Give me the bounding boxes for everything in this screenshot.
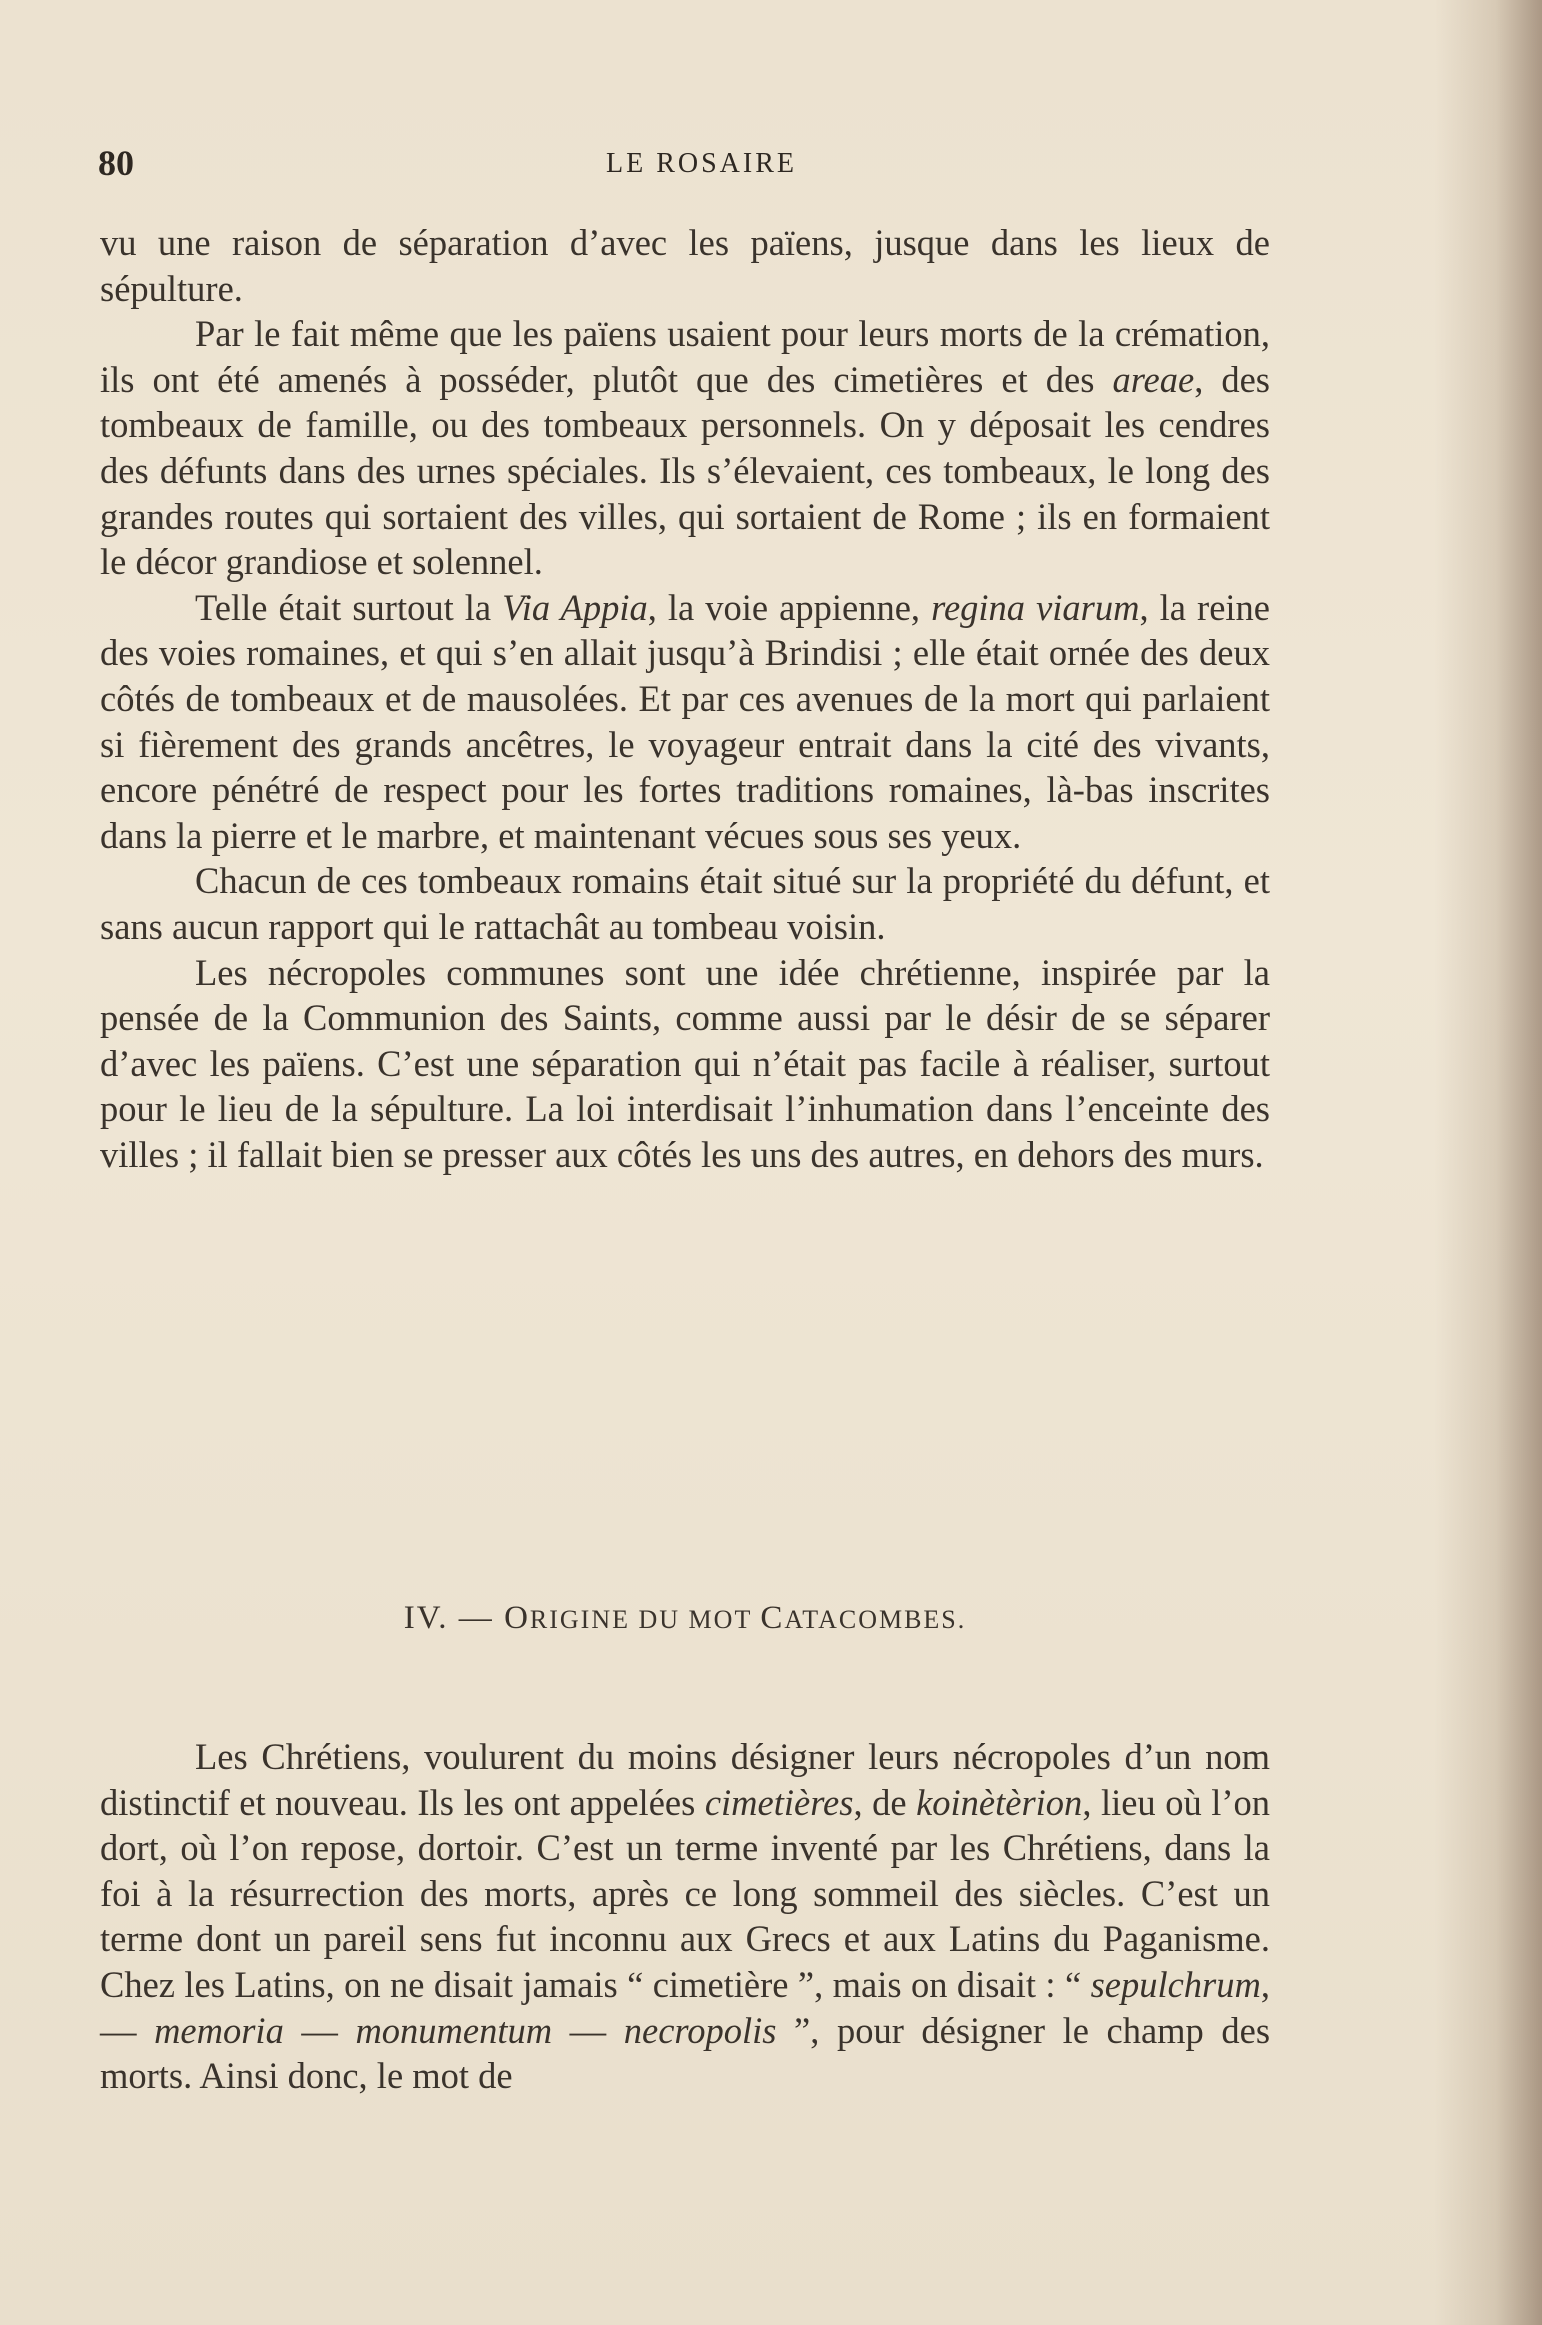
page-number: 80 — [98, 143, 134, 183]
paragraph-cremation: Par le fait même que les païens usaient pour leurs morts de la crémation, ils ont été amenés à posséder, plutôt que des cimetières et des areae, des tombeaux de famille, ou des tombeaux personnels. On y déposait les cendres des défunts dans des urnes spéciales. Ils s’élevaient, ces tombeaux, le long des grandes routes qui sortaient des villes, qui sortaient de Rome ; ils en formaient le décor grandiose et solennel. — [100, 313, 1271, 583]
paragraph-continuation: vu une raison de séparation d’avec les païens, jusque dans les lieux de sépulture. — [100, 222, 1270, 309]
running-title: LE ROSAIRE — [606, 148, 797, 179]
page-header — [98, 142, 1388, 192]
italic-term: Via Appia — [502, 586, 648, 628]
section-heading: IV. — ORIGINE DU MOT CATACOMBES. — [403, 1600, 967, 1636]
italic-term: koinètèrion — [916, 1781, 1083, 1823]
paragraph-necropoles: Les nécropoles communes sont une idée chrétienne, inspirée par la pensée de la Communion des Saints, comme aussi par le désir de se séparer d’avec les païens. C’est une séparation qui n’était pas facile à réaliser, surtout pour le lieu de la sépulture. La loi interdisait l’inhumation dans l’enceinte des villes ; il fallait bien se presser aux côtés les uns des autres, en dehors des murs. — [100, 951, 1270, 1175]
italic-term: necropolis — [623, 2009, 777, 2051]
italic-term: memoria — [154, 2009, 284, 2051]
body-text — [100, 220, 1270, 1177]
paragraph-cimetieres: Les Chrétiens, voulurent du moins désigner leurs nécropoles d’un nom distinctif et nouveau. Ils les ont appelées cimetières, de koinètèrion, lieu où l’on dort, où l’on repose, dortoir. C’est un terme inventé par les Chrétiens, dans la foi à la résurrection des morts, après ce long sommeil des siècles. C’est un terme dont un pareil sens fut inconnu aux Grecs et aux Latins du Paganisme. Chez les Latins, on ne disait jamais “ cimetière ”, mais on disait : “ sepulchrum, — memoria — monumentum — necropolis ”, pour désigner le champ des morts. Ainsi donc, le mot de — [100, 1736, 1271, 2097]
body-text-section-iv — [100, 1734, 1270, 2099]
italic-term: areae — [1112, 358, 1195, 400]
italic-term: regina viarum — [931, 586, 1140, 628]
paragraph-roman-tombs: Chacun de ces tombeaux romains était situé sur la propriété du défunt, et sans aucun rapport qui le rattachât au tombeau voisin. — [100, 860, 1270, 947]
italic-term: sepulchrum — [1090, 1963, 1261, 2005]
italic-term: cimetières — [704, 1781, 854, 1823]
paragraph-via-appia: Telle était surtout la Via Appia, la voie appienne, regina viarum, la reine des voies romaines, et qui s’en allait jusqu’à Brindisi ; elle était ornée des deux côtés de tombeaux et de mausolées. Et par ces avenues de la mort qui parlaient si fièrement des grands ancêtres, le voyageur entrait dans la cité des vivants, encore pénétré de respect pour les fortes traditions romaines, là-bas inscrites dans la pierre et le marbre, et maintenant vécues sous ses yeux. — [100, 586, 1270, 856]
italic-term: monumentum — [355, 2009, 553, 2051]
